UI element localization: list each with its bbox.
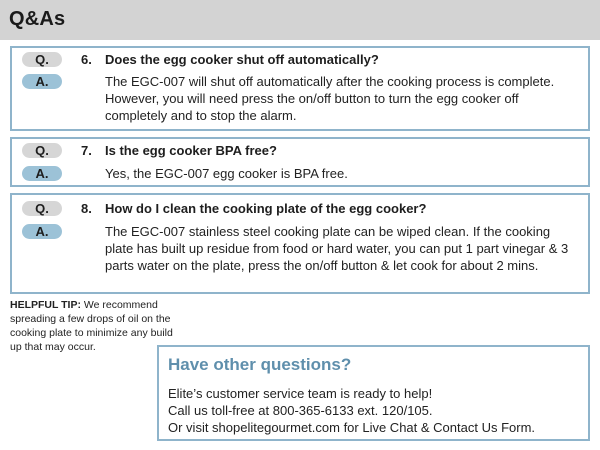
answer-badge: A.: [22, 224, 62, 239]
question-badge: Q.: [22, 201, 62, 216]
question-text: How do I clean the cooking plate of the egg cooker?: [105, 201, 427, 216]
qa-item-6: [10, 46, 590, 131]
contact-line-website: Or visit shopelitegourmet.com for Live Chat & Contact Us Form.: [168, 420, 536, 435]
question-badge: Q.: [22, 52, 62, 67]
contact-line-phone: Call us toll-free at 800-365-6133 ext. 120/105.: [168, 403, 433, 418]
contact-box: [157, 345, 590, 441]
page-header: [0, 0, 600, 40]
answer-text: The EGC-007 stainless steel cooking plate can be wiped clean. If the cooking plate has built up residue from food or hard water, you can put 1 part vinegar & 3 parts water on the plate, press the on/off button & let cook for about 2 mins.: [105, 224, 569, 273]
question-text: Is the egg cooker BPA free?: [105, 143, 277, 158]
question-text: Does the egg cooker shut off automatically?: [105, 52, 379, 67]
question-number: 7.: [81, 143, 92, 158]
question-number: 6.: [81, 52, 92, 67]
qa-item-7: [10, 137, 590, 187]
helpful-tip-text: We recommend spreading a few drops of oil on the cooking plate to minimize any build up that may occur.: [10, 299, 173, 353]
helpful-tip-label: HELPFUL TIP:: [10, 299, 81, 311]
answer-badge: A.: [22, 166, 62, 181]
contact-line-help: Elite’s customer service team is ready to help!: [168, 386, 433, 401]
question-number: 8.: [81, 201, 92, 216]
answer-badge: A.: [22, 74, 62, 89]
answer-text: The EGC-007 will shut off automatically after the cooking process is complete. However, you will need press the on/off button to turn the egg cooker off completely and to stop the alarm.: [105, 74, 555, 123]
answer-text: Yes, the EGC-007 egg cooker is BPA free.: [105, 166, 348, 181]
page-title: Q&As: [9, 8, 66, 30]
qa-item-8: [10, 193, 590, 294]
helpful-tip: [10, 298, 178, 354]
question-badge: Q.: [22, 143, 62, 158]
contact-heading: Have other questions?: [168, 355, 352, 374]
